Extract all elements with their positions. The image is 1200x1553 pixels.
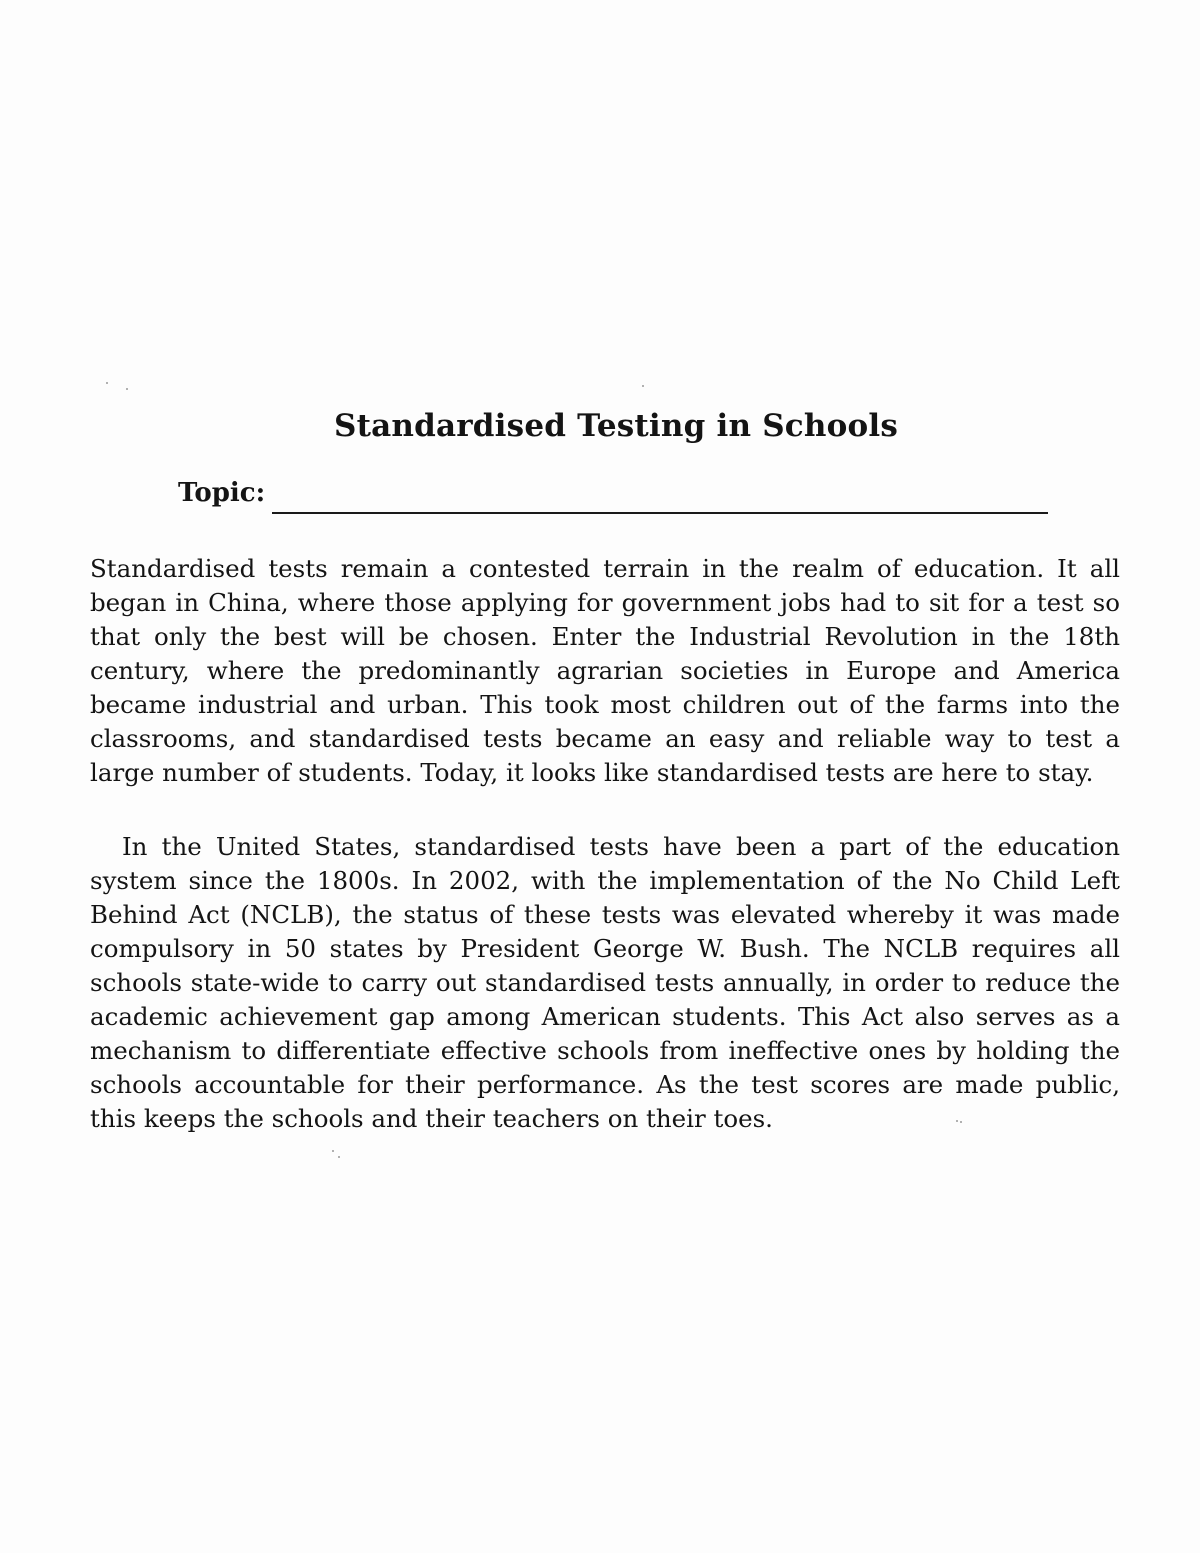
document-title: Standardised Testing in Schools: [333, 408, 898, 444]
scan-speck: [642, 385, 644, 387]
scan-speck: [338, 1156, 340, 1158]
topic-label: Topic:: [178, 478, 266, 508]
scan-speck: [960, 1121, 962, 1123]
scan-speck: [126, 388, 128, 390]
topic-field: [178, 478, 1048, 518]
scan-speck: [332, 1150, 334, 1152]
scan-speck: [106, 382, 108, 384]
paragraph-2: In the United States, standardised tests have been a part of the education system since the 1800s. In 2002, with the implementation of the No Child Left Behind Act (NCLB), the status of these tests was elevated whereby it was made compulsory in 50 states by President George W. Bush. The NCLB requires all schools state-wide to carry out standardised tests annually, in order to reduce the academic achievement gap among American students. This Act also serves as a mechanism to differentiate effective schools from ineffective ones by holding the schools accountable for their performance. As the test scores are made public, this keeps the schools and their teachers on their toes.: [90, 832, 1120, 1133]
paragraph-1: Standardised tests remain a contested terrain in the realm of education. It all began in China, where those applying for government jobs had to sit for a test so that only the best will be chosen. Enter the Industrial Revolution in the 18th century, where the predominantly agrarian societies in Europe and America became industrial and urban. This took most children out of the farms into the classrooms, and standardised tests became an easy and reliable way to test a large number of students. Today, it looks like standardised tests are here to stay.: [90, 554, 1120, 787]
topic-blank-line: [272, 512, 1048, 514]
scan-speck: [956, 1120, 958, 1122]
